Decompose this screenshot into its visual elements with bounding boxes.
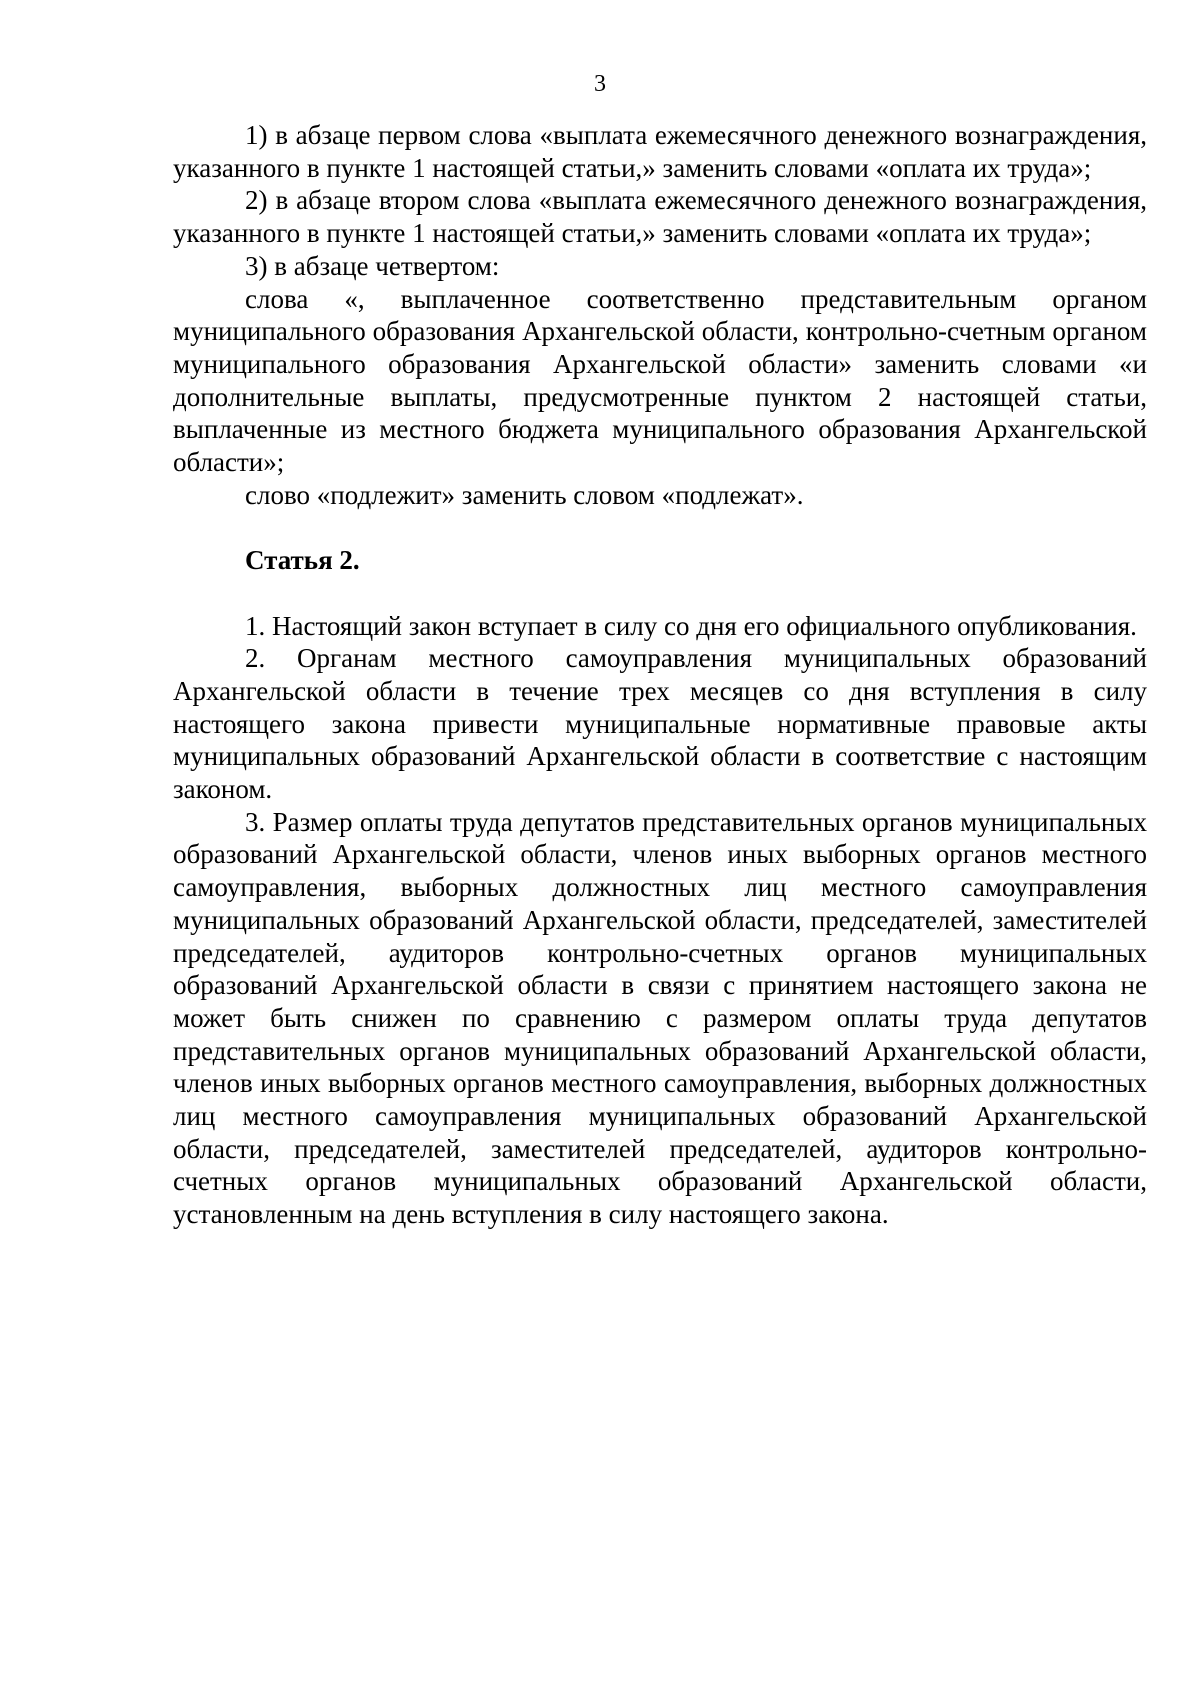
amendment-item-2: 2) в абзаце втором слова «выплата ежемесячного денежного вознаграждения, указанного в пункте 1 настоящей статьи,» заменить словами «оплата их труда»; [173, 185, 1147, 249]
amendment-item-3: 3) в абзаце четвертом: [245, 250, 500, 281]
amendment-item-3-words: слова «, выплаченное соответственно представительным органом муниципального образования Архангельской области, контрольно-счетным органом муниципального образования Архангельской области» заменить словами «и дополнительные выплаты, предусмотренные пунктом 2 настоящей статьи, выплаченные из местного бюджета муниципального образования Архангельской области»; [173, 283, 1147, 478]
article2-paragraph-1: 1. Настоящий закон вступает в силу со дня его официального опубликования. [245, 610, 1137, 641]
spacer [173, 577, 1147, 610]
article-heading: Статья 2. [245, 545, 360, 576]
article2-paragraph-3: 3. Размер оплаты труда депутатов представительных органов муниципальных образований Архангельской области, членов иных выборных органов местного самоуправления, выборных должностных лиц местного самоуправления муниципальных образований Архангельской области, председателей, заместителей председателей, аудиторов контрольно-счетных органов муниципальных образований Архангельской области в связи с принятием настоящего закона не может быть снижен по сравнению с размером оплаты труда депутатов представительных органов муниципальных образований Архангельской области, членов иных выборных органов местного самоуправления, выборных должностных лиц местного самоуправления муниципальных образований Архангельской области, председателей, заместителей председателей, аудиторов контрольно-счетных органов муниципальных образований Архангельской области, установленным на день вступления в силу настоящего закона. [173, 806, 1147, 1230]
document-body [173, 119, 1147, 1231]
spacer [173, 511, 1147, 544]
page-number: 3 [594, 71, 606, 97]
amendment-item-3-word: слово «подлежит» заменить словом «подлежат». [245, 479, 804, 510]
article2-paragraph-2: 2. Органам местного самоуправления муниципальных образований Архангельской области в течение трех месяцев со дня вступления в силу настоящего закона привести муниципальные нормативные правовые акты муниципальных образований Архангельской области в соответствие с настоящим законом. [173, 643, 1147, 805]
amendment-item-1: 1) в абзаце первом слова «выплата ежемесячного денежного вознаграждения, указанного в пункте 1 настоящей статьи,» заменить словами «оплата их труда»; [173, 120, 1147, 183]
